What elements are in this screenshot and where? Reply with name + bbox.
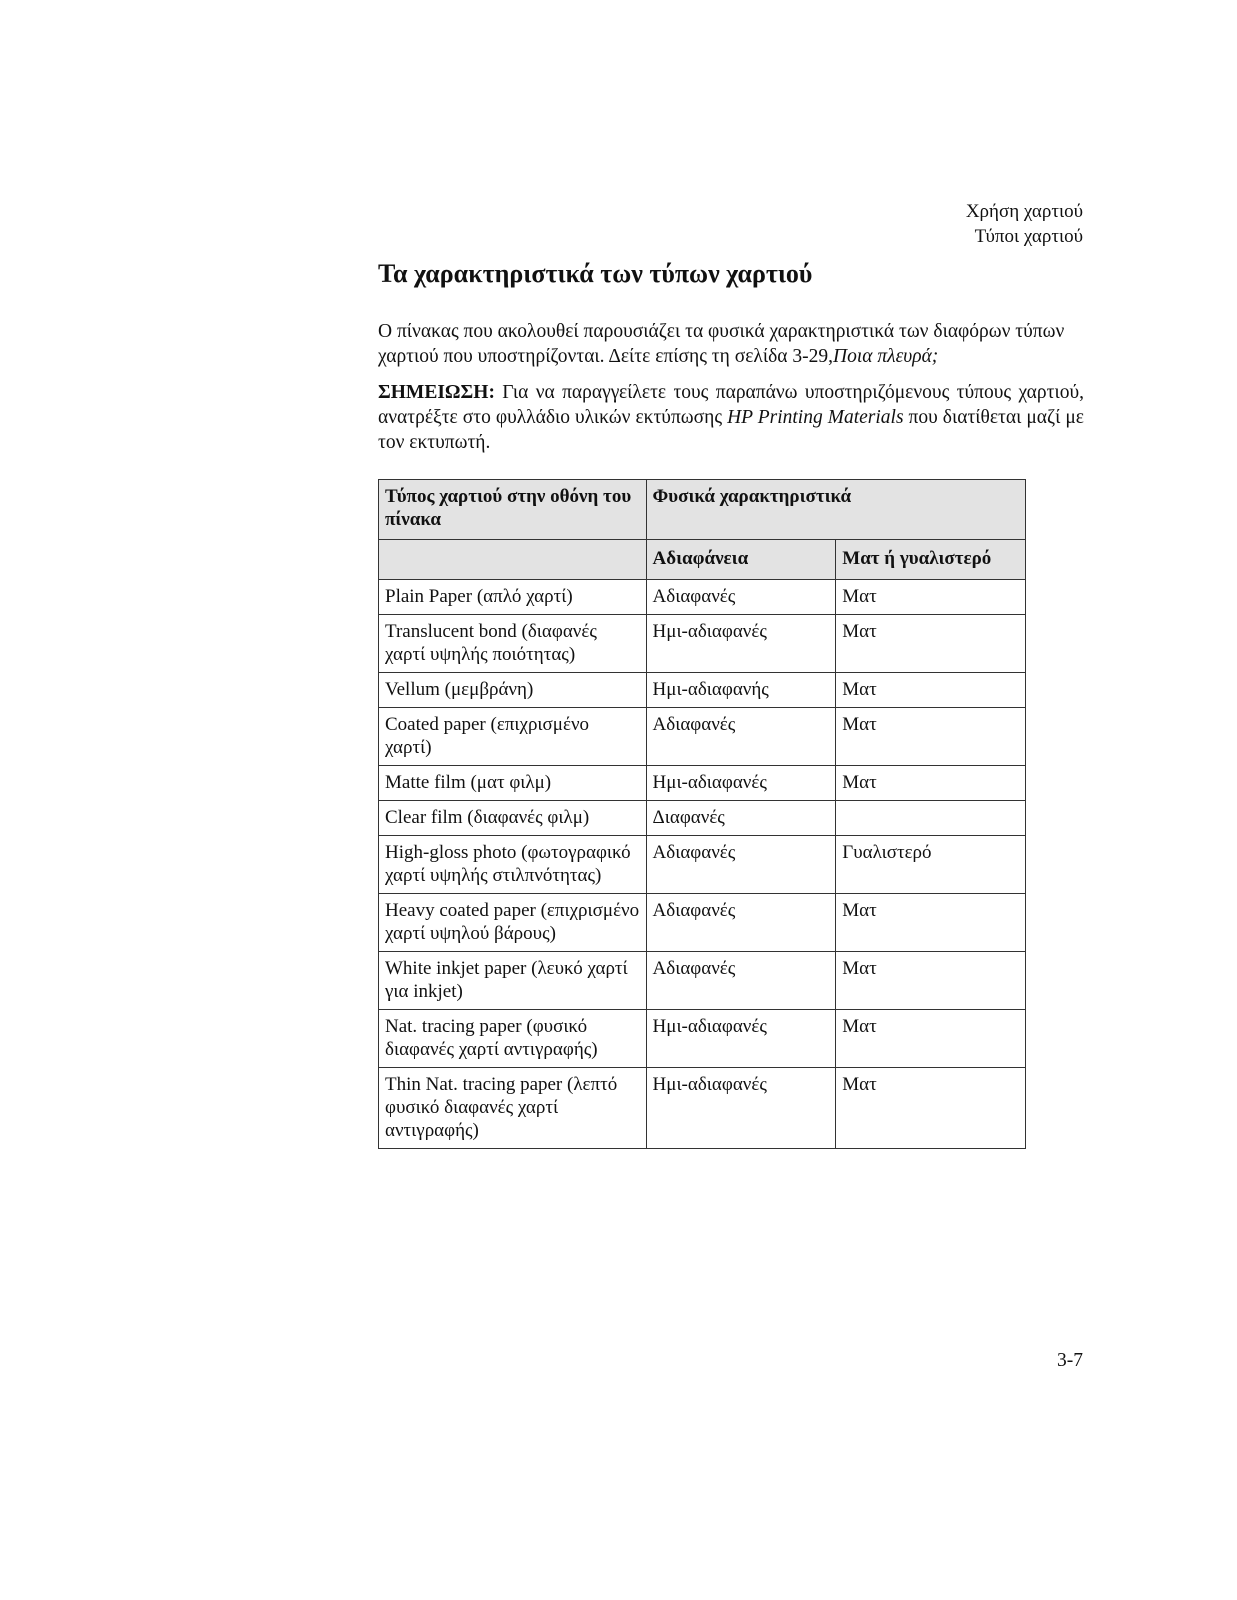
- cell-opacity: Ημι-αδιαφανές: [646, 1010, 836, 1068]
- cell-paper-type: Matte film (ματ φιλμ): [379, 766, 647, 801]
- note-paragraph: [378, 380, 1084, 455]
- table-row: [379, 836, 1026, 894]
- cell-paper-type: High-gloss photo (φωτογραφικό χαρτί υψηλής στιλπνότητας): [379, 836, 647, 894]
- cell-finish: Ματ: [836, 708, 1026, 766]
- table-row: [379, 615, 1026, 673]
- running-header-chapter: Χρήση χαρτιού: [965, 201, 1083, 222]
- cell-finish: Ματ: [836, 1010, 1026, 1068]
- cell-finish: Γυαλιστερό: [836, 836, 1026, 894]
- table-body: [379, 580, 1026, 1149]
- column-header-paper-type: Τύπος χαρτιού στην οθόνη του πίνακα: [379, 480, 647, 540]
- table-row: [379, 708, 1026, 766]
- cell-paper-type: White inkjet paper (λευκό χαρτί για inkjet): [379, 952, 647, 1010]
- note-product-name: HP Printing Materials: [727, 407, 904, 428]
- cell-opacity: Αδιαφανές: [646, 952, 836, 1010]
- page-number: 3-7: [1057, 1350, 1083, 1371]
- table-row: [379, 673, 1026, 708]
- table-subheader-row: [379, 540, 1026, 580]
- running-header: [966, 199, 1083, 249]
- cell-opacity: Αδιαφανές: [646, 708, 836, 766]
- column-subheader-empty: [379, 540, 647, 580]
- column-header-finish: Ματ ή γυαλιστερό: [836, 540, 1026, 580]
- table-row: [379, 801, 1026, 836]
- cell-paper-type: Thin Nat. tracing paper (λεπτό φυσικό διαφανές χαρτί αντιγραφής): [379, 1068, 647, 1149]
- cell-paper-type: Plain Paper (απλό χαρτί): [379, 580, 647, 615]
- cell-paper-type: Vellum (μεμβράνη): [379, 673, 647, 708]
- page-title: Τα χαρακτηριστικά των τύπων χαρτιού: [378, 259, 813, 288]
- cell-paper-type: Translucent bond (διαφανές χαρτί υψηλής ποιότητας): [379, 615, 647, 673]
- table-header-row: [379, 480, 1026, 540]
- cell-opacity: Αδιαφανές: [646, 580, 836, 615]
- cell-finish: Ματ: [836, 673, 1026, 708]
- page-content: [378, 256, 1084, 1149]
- note-label: ΣΗΜΕΙΩΣΗ:: [378, 382, 495, 403]
- note-text-before: Για να παραγγείλετε τους παραπάνω υποστηριζόμενους τύπους χαρτιού, ανατρέξτε στο φυλλάδιο υλικών εκτύπωσης: [378, 382, 1084, 428]
- note-text-after: που διατίθεται μαζί με τον εκτυπωτή.: [378, 407, 1084, 453]
- column-header-opacity: Αδιαφάνεια: [646, 540, 836, 580]
- table-row: [379, 952, 1026, 1010]
- cell-finish: Ματ: [836, 615, 1026, 673]
- running-header-section: Τύποι χαρτιού: [974, 226, 1083, 247]
- cell-opacity: Διαφανές: [646, 801, 836, 836]
- column-header-physical-characteristics: Φυσικά χαρακτηριστικά: [646, 480, 1025, 540]
- table-row: [379, 1010, 1026, 1068]
- cell-paper-type: Heavy coated paper (επιχρισμένο χαρτί υψηλού βάρους): [379, 894, 647, 952]
- cell-finish: Ματ: [836, 580, 1026, 615]
- intro-paragraph: [378, 319, 1084, 369]
- cell-paper-type: Coated paper (επιχρισμένο χαρτί): [379, 708, 647, 766]
- cell-opacity: Ημι-αδιαφανής: [646, 673, 836, 708]
- paper-characteristics-table: [378, 479, 1026, 1149]
- cell-finish: [836, 801, 1026, 836]
- cell-opacity: Αδιαφανές: [646, 836, 836, 894]
- cell-opacity: Ημι-αδιαφανές: [646, 1068, 836, 1149]
- cell-paper-type: Nat. tracing paper (φυσικό διαφανές χαρτί αντιγραφής): [379, 1010, 647, 1068]
- cell-paper-type: Clear film (διαφανές φιλμ): [379, 801, 647, 836]
- table-row: [379, 766, 1026, 801]
- cell-opacity: Αδιαφανές: [646, 894, 836, 952]
- cell-finish: Ματ: [836, 894, 1026, 952]
- cell-finish: Ματ: [836, 766, 1026, 801]
- table-row: [379, 1068, 1026, 1149]
- cell-finish: Ματ: [836, 1068, 1026, 1149]
- intro-text: Ο πίνακας που ακολουθεί παρουσιάζει τα φυσικά χαρακτηριστικά των διαφόρων τύπων χαρτιού που υποστηρίζονται. Δείτε επίσης τη σελίδα 3-29,: [378, 321, 1065, 367]
- cell-opacity: Ημι-αδιαφανές: [646, 766, 836, 801]
- table-row: [379, 894, 1026, 952]
- cell-opacity: Ημι-αδιαφανές: [646, 615, 836, 673]
- table-row: [379, 580, 1026, 615]
- cell-finish: Ματ: [836, 952, 1026, 1010]
- cross-reference-link: Ποια πλευρά;: [833, 346, 939, 367]
